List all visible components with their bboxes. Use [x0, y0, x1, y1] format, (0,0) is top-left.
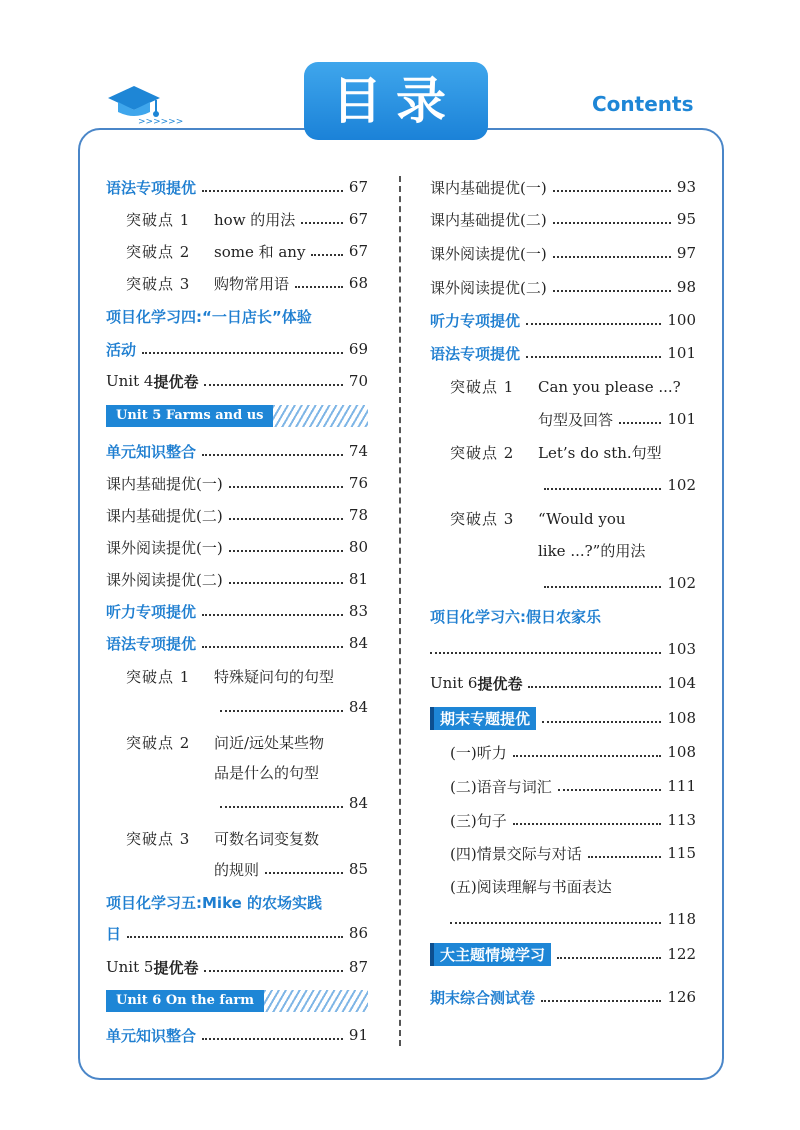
toc-entry[interactable]: 突破点 1 how 的用法 67: [126, 210, 368, 229]
toc-entry[interactable]: 课外阅读提优(二) 98: [430, 278, 696, 297]
toc-entry[interactable]: (二)语音与词汇 111: [450, 777, 696, 796]
toc-entry[interactable]: 单元知识整合 91: [106, 1026, 368, 1045]
toc-entry[interactable]: 听力专项提优 83: [106, 602, 368, 621]
toc-entry[interactable]: 期末综合测试卷 126: [430, 988, 696, 1007]
toc-entry[interactable]: 活动 69: [106, 340, 368, 359]
column-divider: [399, 176, 401, 1046]
toc-entry[interactable]: 突破点 3 购物常用语 68: [126, 274, 368, 293]
graduation-cap-logo-icon: [104, 78, 184, 128]
toc-entry-title[interactable]: 突破点 1 特殊疑问句的句型: [126, 668, 335, 686]
svg-text:>>>>>>: >>>>>>: [138, 117, 184, 127]
toc-entry[interactable]: 102: [538, 570, 696, 596]
toc-entry-title[interactable]: 突破点 3 可数名词变复数: [126, 830, 320, 848]
toc-entry-title[interactable]: 突破点 3 “Would you: [450, 510, 626, 528]
toc-entry[interactable]: 单元知识整合 74: [106, 442, 368, 461]
toc-entry[interactable]: 的规则 85: [214, 860, 368, 879]
toc-entry-subtitle: 品是什么的句型: [214, 764, 320, 782]
toc-entry-title[interactable]: 突破点 2 Let’s do sth.句型: [450, 444, 662, 462]
toc-entry[interactable]: Unit 6 提优卷 104: [430, 674, 696, 693]
toc-entry[interactable]: 听力专项提优 100: [430, 311, 696, 330]
toc-entry[interactable]: 84: [214, 790, 368, 816]
toc-entry-subtitle: like ...?”的用法: [538, 542, 646, 560]
toc-entry-title[interactable]: 项目化学习四:“一日店长”体验: [106, 308, 312, 326]
toc-entry[interactable]: 突破点 2 some 和 any 67: [126, 242, 368, 261]
unit-banner: Unit 5 Farms and us: [106, 405, 368, 427]
toc-entry-title[interactable]: (五)阅读理解与书面表达: [450, 878, 612, 896]
toc-entry[interactable]: Unit 4 提优卷 70: [106, 372, 368, 391]
unit-banner: Unit 6 On the farm: [106, 990, 368, 1012]
toc-entry[interactable]: 期末专题提优 108: [430, 705, 696, 731]
toc-entry[interactable]: 大主题情境学习 122: [430, 941, 696, 967]
toc-entry[interactable]: 语法专项提优 67: [106, 178, 368, 197]
contents-label: Contents: [592, 92, 694, 116]
toc-entry[interactable]: 日 86: [106, 924, 368, 943]
toc-entry[interactable]: 102: [538, 472, 696, 498]
toc-entry-title[interactable]: 突破点 2 问近/远处某些物: [126, 734, 325, 752]
toc-entry-title[interactable]: 项目化学习六:假日农家乐: [430, 608, 601, 626]
toc-entry-title[interactable]: 突破点 1 Can you please ...?: [450, 378, 681, 396]
toc-entry[interactable]: 课内基础提优(二) 78: [106, 506, 368, 525]
toc-entry[interactable]: 语法专项提优 84: [106, 634, 368, 653]
toc-entry[interactable]: (三)句子 113: [450, 811, 696, 830]
toc-entry[interactable]: 课内基础提优(二) 95: [430, 210, 696, 229]
toc-entry[interactable]: 语法专项提优 101: [430, 344, 696, 363]
toc-entry[interactable]: 句型及回答 101: [538, 410, 696, 429]
page-title: 目录: [304, 62, 488, 140]
toc-entry[interactable]: 课内基础提优(一) 76: [106, 474, 368, 493]
toc-entry[interactable]: 118: [450, 906, 696, 932]
toc-entry[interactable]: 课外阅读提优(一) 97: [430, 244, 696, 263]
toc-entry[interactable]: 课内基础提优(一) 93: [430, 178, 696, 197]
toc-entry[interactable]: Unit 5 提优卷 87: [106, 958, 368, 977]
toc-entry[interactable]: 84: [214, 694, 368, 720]
toc-entry[interactable]: 103: [430, 636, 696, 662]
toc-entry[interactable]: 课外阅读提优(二) 81: [106, 570, 368, 589]
toc-entry[interactable]: (一)听力 108: [450, 743, 696, 762]
toc-entry-title[interactable]: 项目化学习五:Mike 的农场实践: [106, 894, 323, 912]
toc-entry[interactable]: 课外阅读提优(一) 80: [106, 538, 368, 557]
toc-entry[interactable]: (四)情景交际与对话 115: [450, 844, 696, 863]
